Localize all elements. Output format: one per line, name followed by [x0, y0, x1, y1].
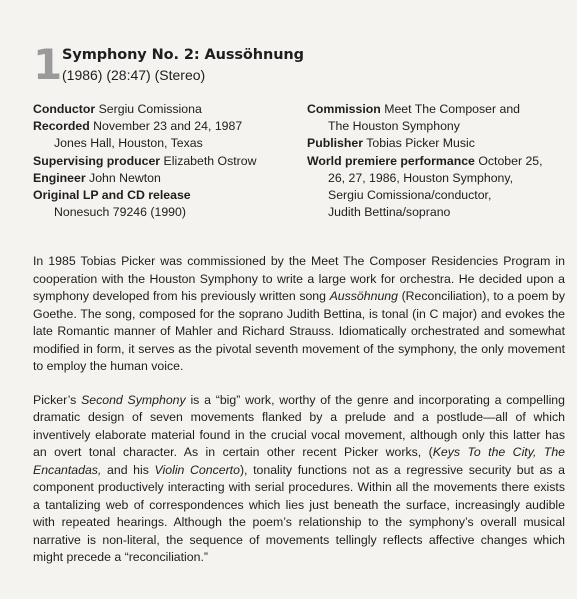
text-run: is a “big” work, worthy of the genre and incorporating a compelling dramatic design of seven movements flanked by a prelude and a postlude—all of which inventively elaborate material found in the crucial vocal movement, although only this latter has an overt tonal character. As in certain other recent Picker works, (	[33, 392, 565, 459]
credit-premiere-cont: 26, 27, 1986, Houston Symphony,	[328, 170, 514, 185]
text-run: Picker’s	[33, 392, 82, 407]
credits-left	[33, 101, 295, 221]
italic-title: Keys To the City, The Encantadas,	[33, 445, 565, 477]
credit-engineer	[33, 170, 295, 187]
credit-label: Commission	[307, 102, 381, 116]
text-run: In 1985 Tobias Picker was commissioned by the Meet The Composer Residencies Program in cooperation with the Houston Symphony to write a large work for orchestra. He decided upon a symphony developed from his previously written song	[33, 254, 565, 303]
credit-label: World premiere performance	[307, 153, 475, 168]
credit-commission-cont: The Houston Symphony	[328, 119, 460, 134]
paragraph-1	[33, 253, 565, 376]
credit-value: Tobias Picker Music	[366, 136, 475, 151]
credit-premiere	[307, 153, 552, 170]
text-run: ), tonality functions not as a regressive security but as a component productively interacting with serial procedures. Within all the movements there exists a tantalizing web of correspondences which lies just beneath the surface, increasingly audible with repeated hearings. Although the poem’s relationship to the symphony’s overall musical narrative is non-literal, the sequence of movements tellingly reflects affective changes which might precede a “reconciliation.”	[33, 462, 565, 564]
italic-title: Violin Concerto	[154, 462, 240, 477]
text-run: and his	[101, 462, 155, 477]
italic-title: Second Symphony	[81, 392, 186, 407]
credit-recorded	[33, 118, 295, 135]
italic-title: Aussöhnung	[329, 289, 398, 303]
credit-producer	[33, 153, 295, 170]
credit-release	[33, 187, 295, 204]
credit-value: John Newton	[89, 170, 161, 185]
track-title: Symphony No. 2: Aussöhnung	[62, 47, 304, 63]
credit-premiere-cont: Judith Bettina/soprano	[328, 205, 451, 220]
credit-premiere-cont: Sergiu Comissiona/conductor,	[328, 188, 492, 203]
credit-value: October 25,	[478, 153, 543, 168]
track-number: 1	[33, 40, 63, 89]
track-subtitle: (1986) (28:47) (Stereo)	[62, 67, 206, 83]
credit-release-value: Nonesuch 79246 (1990)	[54, 205, 186, 220]
credit-label: Original LP and CD release	[33, 188, 191, 203]
credit-commission	[307, 101, 552, 118]
credit-value: Meet The Composer and	[384, 102, 521, 116]
credit-recorded-venue: Jones Hall, Houston, Texas	[54, 136, 203, 151]
liner-notes	[33, 253, 565, 583]
credit-label: Engineer	[33, 170, 86, 185]
credit-value: Elizabeth Ostrow	[163, 153, 257, 168]
credits-right	[307, 101, 552, 221]
credit-value: Sergiu Comissiona	[98, 102, 202, 116]
credit-publisher	[307, 135, 552, 152]
credit-conductor	[33, 101, 295, 118]
credit-label: Conductor	[33, 102, 96, 116]
credit-label: Publisher	[307, 136, 364, 151]
text-run: (Reconciliation), to a poem by Goethe. The song, composed for the soprano Judith Bettina, is tonal (in C major) and evokes the late Romantic manner of Mahler and Richard Strauss. Idiomatically orchestrated and somewhat modified in form, it serves as the pivotal seventh movement of the symphony, the only movement to employ the human voice.	[33, 289, 565, 373]
paragraph-2	[33, 392, 565, 567]
credit-label: Supervising producer	[33, 153, 161, 168]
credit-value: November 23 and 24, 1987	[93, 119, 243, 134]
credit-label: Recorded	[33, 119, 90, 134]
